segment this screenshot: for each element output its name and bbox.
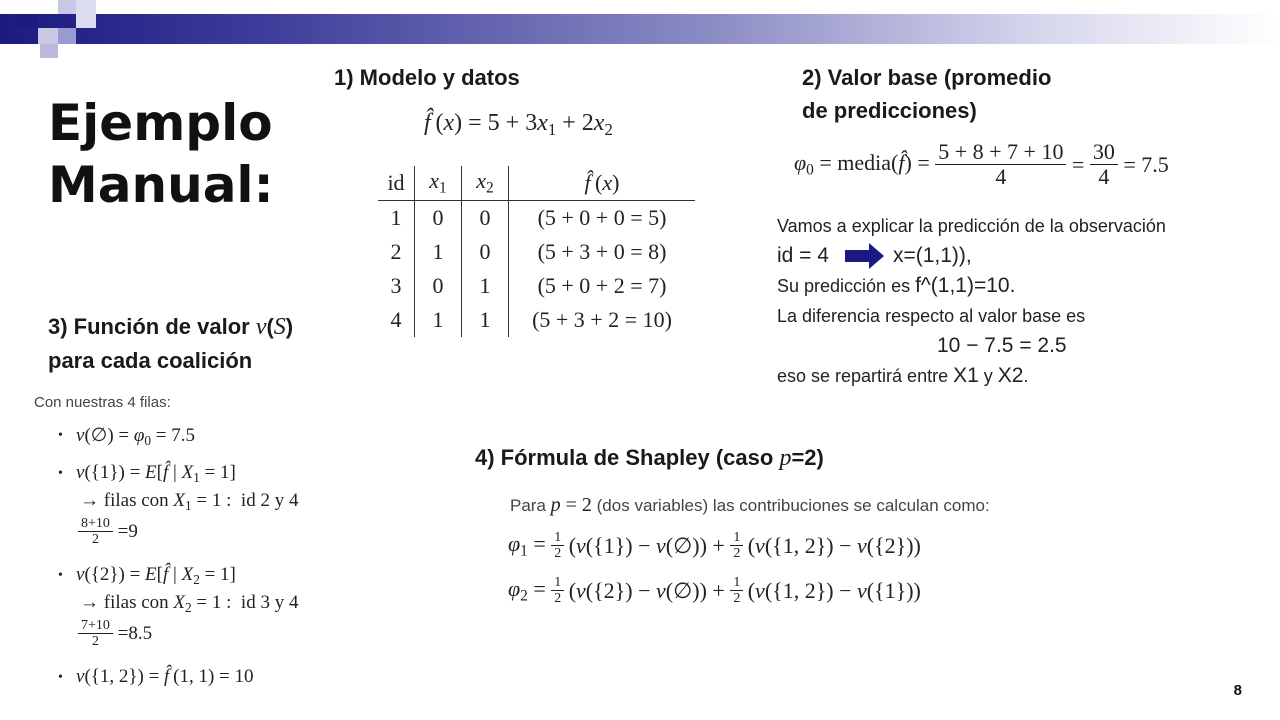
table-cell: 1 [415, 303, 462, 337]
list-item: $\frac{7+10}{2}$ = 8.5 [78, 618, 152, 650]
table-cell: (5 + 3 + 2 = 10) [509, 303, 696, 337]
table-cell: 0 [462, 201, 509, 236]
table-header-x1: $x_1$ [415, 166, 462, 201]
x-text: x=(1,1)), [892, 244, 972, 267]
list-item: → filas con $X_1 = 1$ : id 2 y 4 [80, 490, 299, 513]
table-cell: 2 [390, 239, 402, 264]
prediction-label: Su predicción es [777, 276, 916, 296]
table-cell: 1 [462, 303, 509, 337]
table-cell: 1 [462, 269, 509, 303]
shapley-formula-phi1: $\varphi_1$ = $\frac{1}{2}$ (v({1}) − v(∅)) + $\frac{1}{2}$ (v({1, 2}) − v({2})) [508, 530, 921, 562]
table-cell: 1 [390, 205, 402, 230]
value-function-list: • v(∅) = $\varphi_0 = 7.5$ • v({1}) = E[f̂ | $X_1 = 1$] → filas con $X_1 = 1$ : id 2 y 4 $\frac{8+10}{2}$ = 9 • v({2}) = E[f̂ | $X_2 = 1$] → filas con $X_2 = 1$ : id 3 y 4 $\frac{7+10}{2}$ = 8.5 • v({1, 2}) = f̂ (1, 1) = 10 [58, 425, 299, 687]
difference-label: La diferencia respecto al valor base es [777, 306, 1086, 326]
split-end: . [1023, 366, 1029, 386]
section3-heading-line-2: para cada coalición [48, 348, 253, 373]
explanation-block [777, 211, 1247, 391]
list-item: v({2}) = E[f̂ | $X_2 = 1$] [76, 564, 236, 587]
list-item: v({1}) = E[f̂ | $X_1 = 1$] [76, 462, 236, 485]
section3-heading: 3) Función de valor v(S) para cada coalición [48, 310, 293, 377]
table-cell: 1 [415, 235, 462, 269]
table-row [378, 269, 695, 303]
page-number: 8 [1233, 682, 1242, 699]
table-row [378, 303, 695, 337]
banner-squares-decoration [0, 0, 100, 60]
title-line-2: Manual: [48, 156, 274, 214]
data-table [378, 166, 695, 337]
table-cell: 4 [390, 307, 402, 332]
table-header-fx: f̂ (x) [509, 166, 696, 201]
table-row [378, 235, 695, 269]
table-header-id: id [378, 166, 415, 201]
explanation-line: Vamos a explicar la predicción de la observación [777, 216, 1166, 236]
shapley-formula-phi2: $\varphi_2$ = $\frac{1}{2}$ (v({2}) − v(∅)) + $\frac{1}{2}$ (v({1, 2}) − v({1})) [508, 575, 921, 607]
id-text: id = 4 [777, 244, 829, 267]
model-formula: f̂ $(x) = 5 + 3x_1 + 2x_2$ [424, 110, 613, 139]
list-item: $\frac{8+10}{2}$ = 9 [78, 516, 138, 548]
top-banner [0, 14, 1280, 44]
table-header-x2: $x_2$ [462, 166, 509, 201]
arrow-right-icon [845, 243, 885, 269]
prediction-value: f^(1,1)=10. [915, 274, 1016, 297]
section1-heading: 1) Modelo y datos [334, 65, 520, 90]
table-cell: (5 + 0 + 2 = 7) [509, 269, 696, 303]
section2-heading [802, 61, 1051, 127]
table-cell: 0 [462, 235, 509, 269]
base-value-formula: $\varphi_0$ = media(f̂) = $\frac{5 + 8 + 7 + 10}{4}$ = $\frac{30}{4}$ = 7.5 [794, 139, 1169, 190]
list-item: v(∅) = $\varphi_0 = 7.5$ [76, 425, 195, 448]
table-cell: (5 + 0 + 0 = 5) [509, 201, 696, 236]
section2-heading-line-2: de predicciones) [802, 98, 977, 123]
table-cell: (5 + 3 + 0 = 8) [509, 235, 696, 269]
section3-heading-line-1: 3) Función de valor [48, 314, 256, 339]
split-y: y [978, 366, 998, 386]
section4-heading: 4) Fórmula de Shapley (caso p=2) [475, 445, 824, 471]
split-label: eso se repartirá entre [777, 366, 954, 386]
split-x2: X2 [997, 364, 1024, 387]
difference-value: 10 − 7.5 = 2.5 [937, 334, 1067, 357]
section3-intro: Con nuestras 4 filas: [34, 394, 171, 411]
title-line-1: Ejemplo [48, 94, 273, 152]
split-x1: X1 [953, 364, 979, 387]
list-item: v({1, 2}) = f̂ (1, 1) = 10 [76, 666, 254, 687]
section2-heading-line-1: 2) Valor base (promedio [802, 65, 1052, 90]
slide-title [48, 92, 274, 216]
table-cell: 3 [390, 273, 402, 298]
list-item: → filas con $X_2 = 1$ : id 3 y 4 [80, 592, 299, 615]
section4-intro: Para p = 2 (dos variables) las contribuciones se calculan como: [510, 494, 990, 516]
table-row [378, 201, 695, 236]
table-cell: 0 [415, 269, 462, 303]
table-cell: 0 [415, 201, 462, 236]
table-header-row [378, 166, 695, 201]
